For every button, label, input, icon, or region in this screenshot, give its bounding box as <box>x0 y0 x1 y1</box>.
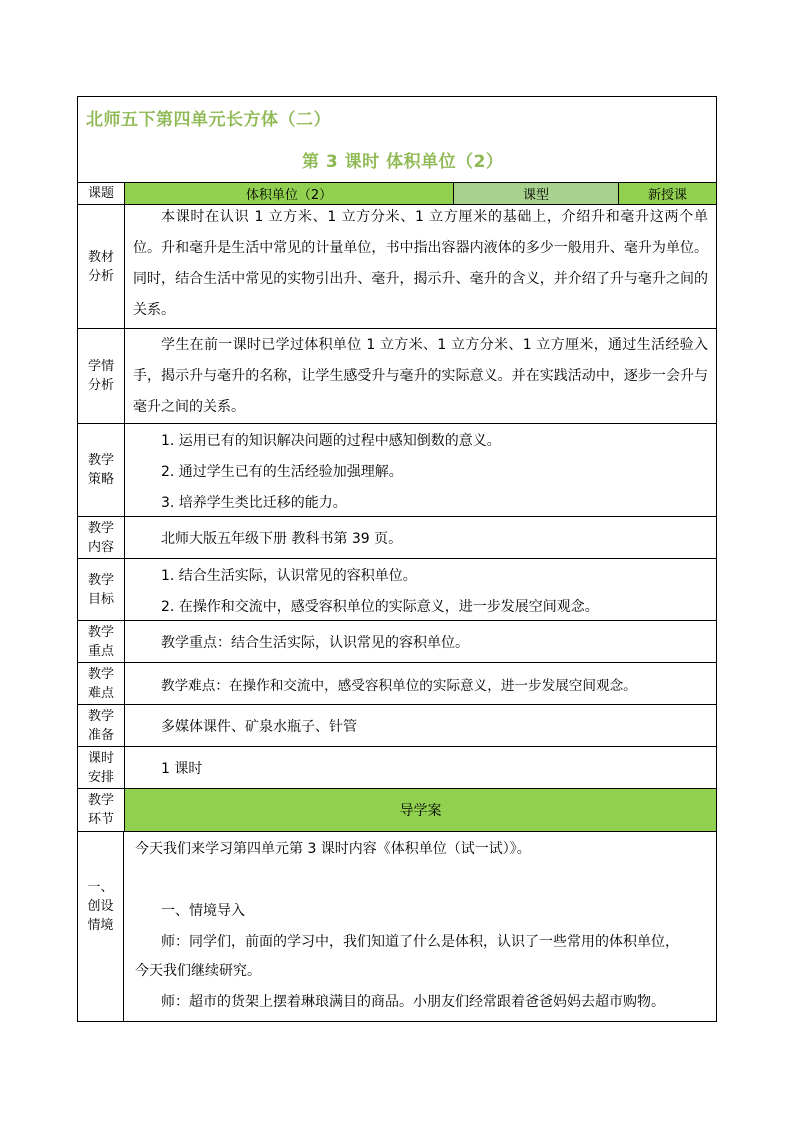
schedule-row <box>78 747 716 789</box>
strategy-label: 教学策略 <box>78 424 125 516</box>
process-row <box>78 789 716 832</box>
process-label: 教学环节 <box>78 789 125 831</box>
strategy-row <box>78 424 716 517</box>
prep-text: 多媒体课件、矿泉水瓶子、针管 <box>161 719 357 735</box>
strategy-item: 1. 运用已有的知识解决问题的过程中感知倒数的意义。 <box>161 433 501 449</box>
difficulty-label: 教学难点 <box>78 663 125 704</box>
step1-line: 今天我们继续研究。 <box>135 963 261 979</box>
content-label: 教学内容 <box>78 517 125 558</box>
goal-item: 2. 在操作和交流中，感受容积单位的实际意义，进一步发展空间观念。 <box>161 599 599 615</box>
topic-value: 体积单位（2） <box>125 183 454 204</box>
process-header: 导学案 <box>399 803 442 819</box>
lesson-plan-table <box>77 96 717 1022</box>
schedule-label: 课时安排 <box>78 747 125 788</box>
type-value: 新授课 <box>619 183 716 204</box>
content-text: 北师大版五年级下册 教科书第 39 页。 <box>161 531 403 547</box>
doc-title: 北师五下第四单元长方体（二） <box>86 110 331 130</box>
step1-line: 今天我们来学习第四单元第 3 课时内容《体积单位（试一试）》。 <box>135 841 531 857</box>
difficulty-row <box>78 663 716 705</box>
goals-label: 教学目标 <box>78 559 125 620</box>
key-text: 教学重点：结合生活实际，认识常见的容积单位。 <box>161 635 469 651</box>
step1-line: 师：同学们，前面的学习中，我们知道了什么是体积，认识了一些常用的体积单位， <box>161 934 679 950</box>
strategy-item: 2. 通过学生已有的生活经验加强理解。 <box>161 464 403 480</box>
title-row <box>78 97 716 183</box>
prep-row <box>78 705 716 747</box>
prep-label: 教学准备 <box>78 705 125 746</box>
goal-item: 1. 结合生活实际，认识常见的容积单位。 <box>161 568 417 584</box>
students-text: 学生在前一课时已学过体积单位 1 立方米、1 立方分米、1 立方厘米，通过生活经验入手，揭示升与毫升的名称，让学生感受升与毫升的实际意义。并在实践活动中，逐步一会升与毫升之间的关系。 <box>133 337 708 415</box>
type-label: 课型 <box>454 183 619 204</box>
topic-label: 课题 <box>78 183 125 204</box>
material-text: 本课时在认识 1 立方米、1 立方分米、1 立方厘米的基础上，介绍升和毫升这两个单位。升和毫升是生活中常见的计量单位，书中指出容器内液体的多少一般用升、毫升为单位。同时，结合生活中常见的实物引出升、毫升，揭示升、毫升的含义，并介绍了升与毫升之间的关系。 <box>133 209 708 318</box>
key-label: 教学重点 <box>78 621 125 662</box>
material-label: 教材分析 <box>78 205 125 328</box>
step1-line: 师：超市的货架上摆着琳琅满目的商品。小朋友们经常跟着爸爸妈妈去超市购物。 <box>161 994 665 1010</box>
content-row <box>78 517 716 559</box>
students-row <box>78 329 716 424</box>
goals-row <box>78 559 716 621</box>
step1-line: 一、情境导入 <box>161 903 245 919</box>
strategy-item: 3. 培养学生类比迁移的能力。 <box>161 495 347 511</box>
students-label: 学情分析 <box>78 329 125 423</box>
difficulty-text: 教学难点：在操作和交流中，感受容积单位的实际意义，进一步发展空间观念。 <box>161 678 637 694</box>
step1-label: 一、创设情境 <box>78 832 124 1021</box>
lesson-subtitle: 第 3 课时 体积单位（2） <box>302 152 504 172</box>
key-row <box>78 621 716 663</box>
material-row <box>78 205 716 329</box>
step1-row <box>78 832 716 1021</box>
schedule-text: 1 课时 <box>161 761 203 777</box>
